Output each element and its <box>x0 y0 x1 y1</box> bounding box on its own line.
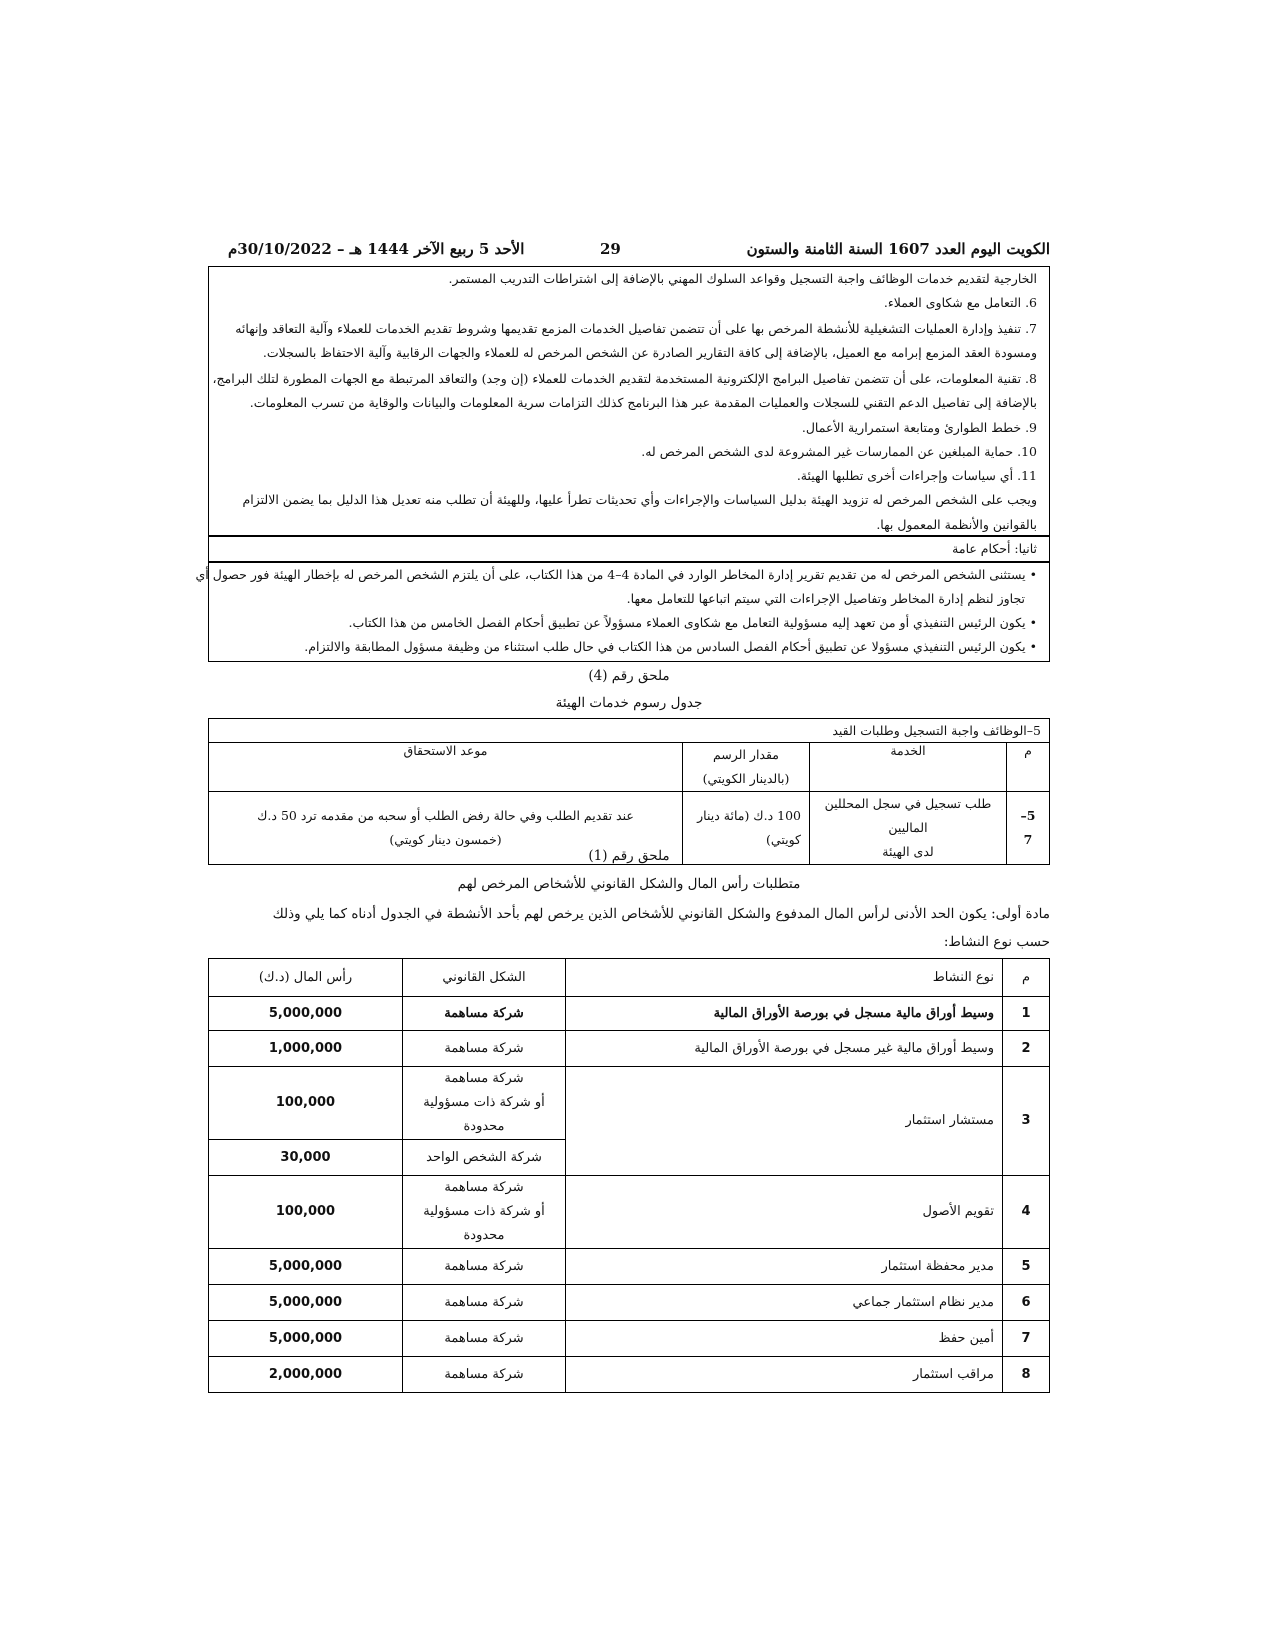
article-line-1: مادة أولى: يكون الحد الأدنى لرأس المال المدفوع والشكل القانوني للأشخاص الذين يرخص لهم بأحد الأنشطة في الجدول أدناه كما يلي وذلك <box>272 906 1050 922</box>
row-activity: تقويم الأصول <box>566 1176 1003 1249</box>
bullet-line: تجاوز لنظم إدارة المخاطر وتفاصيل الإجراءات التي سيتم اتباعها للتعامل معها. <box>626 591 1025 606</box>
table-row <box>209 1176 1050 1249</box>
row-activity: أمين حفظ <box>566 1321 1003 1357</box>
box-line: 7. تنفيذ وإدارة العمليات التشغيلية للأنشطة المرخص بها على أن تتضمن تفاصيل الخدمات المزمع تقديمها وشروط تقديم الخدمات للعملاء وآلية التعاقد وإنهائه <box>235 321 1037 336</box>
bullet-line: • يكون الرئيس التنفيذي أو من تعهد إليه مسؤولية التعامل مع شكاوى العملاء مسؤولاً عن تطبيق أحكام الفصل الخامس من هذا الكتاب. <box>348 615 1037 630</box>
row-capital: 2,000,000 <box>209 1357 403 1393</box>
box-line: 9. خطط الطوارئ ومتابعة استمرارية الأعمال. <box>801 420 1037 435</box>
page-header <box>228 240 1050 267</box>
capital-table <box>208 958 1050 1393</box>
row-capital: 5,000,000 <box>209 1249 403 1285</box>
table-row <box>209 1357 1050 1393</box>
fees-row-due-b: (خمسون دينار كويتي) <box>389 832 502 847</box>
box-line: 11. أي سياسات وإجراءات أخرى تطلبها الهيئة. <box>796 468 1037 483</box>
capital-header-num: م <box>1003 959 1050 997</box>
fees-header-due: موعد الاستحقاق <box>209 743 683 792</box>
fees-header-num: م <box>1007 743 1050 792</box>
table-row <box>209 1067 1050 1140</box>
bullet-line: • يكون الرئيس التنفيذي مسؤولا عن تطبيق أحكام الفصل السادس من هذا الكتاب في حال طلب استثناء من وظيفة مسؤول المطابقة والالتزام. <box>304 639 1037 654</box>
row-capital: 1,000,000 <box>209 1031 403 1067</box>
fees-header-service: الخدمة <box>810 743 1007 792</box>
row-activity: وسيط أوراق مالية غير مسجل في بورصة الأوراق المالية <box>566 1031 1003 1067</box>
box-line: بالإضافة إلى تفاصيل الدعم التقني للسجلات والعمليات المقدمة عبر هذا البرنامج كذلك التزامات سرية المعلومات والبيانات والوقاية من تسرب المعلومات. <box>249 395 1037 410</box>
fees-row-num-a: 5– <box>1020 808 1036 823</box>
row-num: 5 <box>1003 1249 1050 1285</box>
row-legal-a: شركة مساهمة <box>444 1180 524 1195</box>
row-activity: وسيط أوراق مالية مسجل في بورصة الأوراق المالية <box>566 997 1003 1031</box>
general-provisions-box <box>195 562 1050 662</box>
annex4-title: ملحق رقم (4) <box>588 668 670 684</box>
capital-header-activity: نوع النشاط <box>566 959 1003 997</box>
row-num: 6 <box>1003 1285 1050 1321</box>
row-legal-b: أو شركة ذات مسؤولية محدودة <box>423 1204 545 1243</box>
box-line: الخارجية لتقديم خدمات الوظائف واجبة التسجيل وقواعد السلوك المهني بالإضافة إلى اشتراطات التدريب المستمر. <box>448 271 1037 286</box>
row-capital: 100,000 <box>209 1176 403 1249</box>
annex4-subtitle: جدول رسوم خدمات الهيئة <box>555 695 703 711</box>
fees-row-service-a: طلب تسجيل في سجل المحللين الماليين <box>824 796 992 835</box>
row-activity: مدير نظام استثمار جماعي <box>566 1285 1003 1321</box>
row-legal <box>403 1176 566 1249</box>
row-legal: شركة مساهمة <box>403 1031 566 1067</box>
row-legal: شركة مساهمة <box>403 1357 566 1393</box>
row-legal: شركة الشخص الواحد <box>403 1140 566 1176</box>
row-legal: شركة مساهمة <box>403 997 566 1031</box>
box-line: بالقوانين والأنظمة المعمول بها. <box>876 517 1037 532</box>
article-line-2: حسب نوع النشاط: <box>943 934 1050 950</box>
table-row <box>209 1321 1050 1357</box>
row-num: 2 <box>1003 1031 1050 1067</box>
header-issue: الكويت اليوم العدد 1607 السنة الثامنة والستون <box>746 240 1050 258</box>
fees-row-fee-a: 100 د.ك (مائة دينار <box>697 808 801 823</box>
capital-header-legal: الشكل القانوني <box>403 959 566 997</box>
general-provisions-heading-box <box>208 536 1050 562</box>
fees-row-service-b: لدى الهيئة <box>882 844 934 859</box>
table-row <box>209 1031 1050 1067</box>
table-row <box>209 997 1050 1031</box>
fees-row-num-b: 7 <box>1023 832 1033 847</box>
row-capital: 100,000 <box>209 1067 403 1140</box>
row-capital: 5,000,000 <box>209 1285 403 1321</box>
row-legal-b: أو شركة ذات مسؤولية محدودة <box>423 1095 545 1134</box>
fees-row-due-a: عند تقديم الطلب وفي حالة رفض الطلب أو سحبه من مقدمه ترد 50 د.ك <box>257 808 634 823</box>
row-legal: شركة مساهمة <box>403 1285 566 1321</box>
box-line: ويجب على الشخص المرخص له تزويد الهيئة بدليل السياسات والإجراءات وأي تحديثات تطرأ عليها، وللهيئة أن تطلب منه تعديل هذا الدليل بما يضمن الالتزام <box>242 492 1037 507</box>
row-legal-a: شركة مساهمة <box>444 1071 524 1086</box>
row-capital: 5,000,000 <box>209 997 403 1031</box>
row-activity: مستشار استثمار <box>566 1067 1003 1176</box>
box-line: 6. التعامل مع شكاوى العملاء. <box>883 295 1037 310</box>
annex1-title: ملحق رقم (1) <box>588 848 670 864</box>
row-capital: 30,000 <box>209 1140 403 1176</box>
row-activity: مراقب استثمار <box>566 1357 1003 1393</box>
row-num: 4 <box>1003 1176 1050 1249</box>
row-legal: شركة مساهمة <box>403 1249 566 1285</box>
row-capital: 5,000,000 <box>209 1321 403 1357</box>
capital-header-capital: رأس المال (د.ك) <box>209 959 403 997</box>
box-line: ومسودة العقد المزمع إبرامه مع العميل، بالإضافة إلى كافة التقارير الصادرة عن الشخص المرخص له للعملاء والجهات الرقابية وآلية الاحتفاظ بالسجلات. <box>262 345 1037 360</box>
row-num: 8 <box>1003 1357 1050 1393</box>
fees-table-caption: 5–الوظائف واجبة التسجيل وطلبات القيد <box>209 719 1050 743</box>
section-title: ثانيا: أحكام عامة <box>952 541 1037 556</box>
table-row <box>209 1249 1050 1285</box>
policies-box <box>208 266 1050 536</box>
box-line: 8. تقنية المعلومات، على أن تتضمن تفاصيل البرامج الإلكترونية المستخدمة لتقديم الخدمات للعملاء (إن وجد) والتعاقد المرتبطة مع الجهات المطورة لتلك البرامج، <box>212 371 1037 386</box>
row-num: 7 <box>1003 1321 1050 1357</box>
box-line: 10. حماية المبلغين عن الممارسات غير المشروعة لدى الشخص المرخص له. <box>641 444 1037 459</box>
bullet-line: • يستثنى الشخص المرخص له من تقديم تقرير إدارة المخاطر الوارد في المادة 4–4 من هذا الكتاب، على أن يلتزم الشخص المرخص له بإخطار الهيئة فور حصول أي <box>195 567 1037 582</box>
fees-table <box>208 718 1050 865</box>
fees-header-fee-label: مقدار الرسم <box>712 747 780 762</box>
row-num: 3 <box>1003 1067 1050 1176</box>
row-legal <box>403 1067 566 1140</box>
fees-header-fee-unit: (بالدينار الكويتي) <box>702 771 790 786</box>
fees-header-fee <box>683 743 810 792</box>
header-date: الأحد 5 ربيع الآخر 1444 هـ – 30/10/2022م <box>228 240 525 258</box>
annex1-subtitle: متطلبات رأس المال والشكل القانوني للأشخاص المرخص لهم <box>457 876 801 892</box>
table-row <box>209 1285 1050 1321</box>
fees-row-fee-b: كويتي) <box>766 832 801 847</box>
row-num: 1 <box>1003 997 1050 1031</box>
row-activity: مدير محفظة استثمار <box>566 1249 1003 1285</box>
header-page-number: 29 <box>600 240 621 258</box>
row-legal: شركة مساهمة <box>403 1321 566 1357</box>
